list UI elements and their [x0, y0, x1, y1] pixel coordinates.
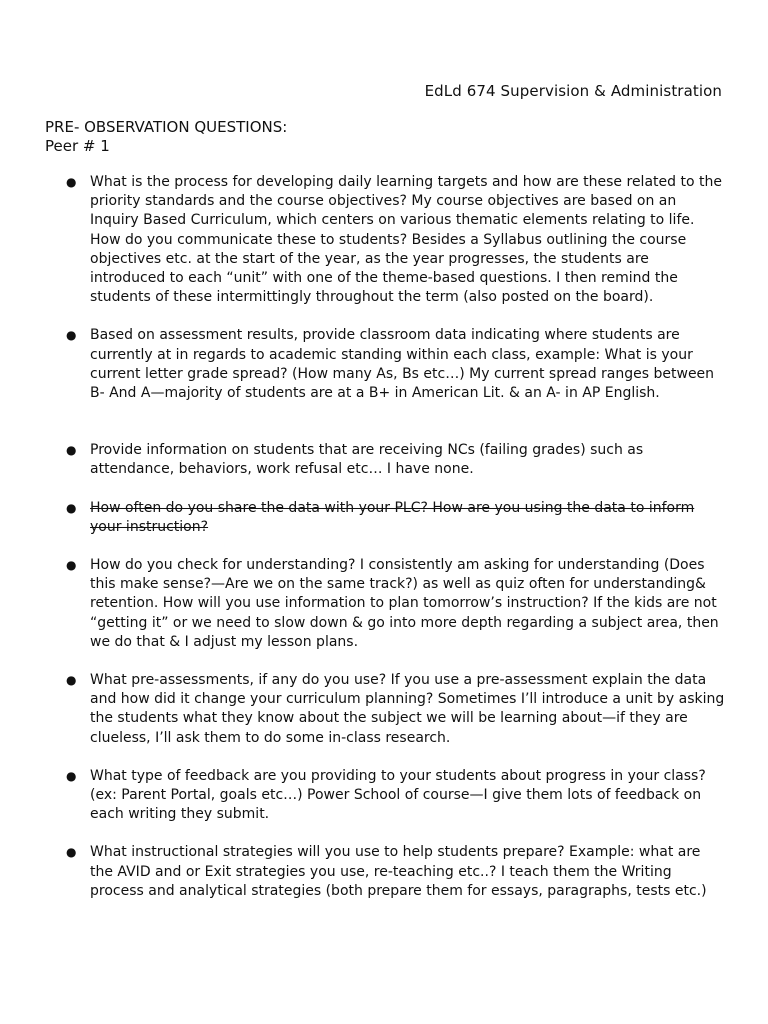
question-text: Based on assessment results, provide classroom data indicating where students are currently at in regards to academic standing within each class, example: What is your current letter grade spread? (How many As, Bs etc…) My current spread ranges between B- And A—majority of students are at a B+ in American Lit. & an A- in AP English. [90, 327, 715, 402]
question-text: How often do you share the data with your PLC? How are you using the data to inform your instruction? [90, 499, 695, 535]
question-text: What is the process for developing daily learning targets and how are these related to the priority standards and the course objectives? My course objectives are based on an Inquiry Based Curriculum, which centers on various thematic elements relating to life. How do you communicate these to students? Besides a Syllabus outlining the course objectives etc. at the start of the year, as the year progresses, the students are introduced to each “unit” with one of the theme-based questions. I then remind the students of these intermittingly throughout the term (also posted on the board). [90, 174, 722, 306]
document-title: PRE- OBSERVATION QUESTIONS: [45, 118, 288, 136]
peer-label: Peer # 1 [45, 137, 110, 155]
bullet-icon: ● [66, 558, 77, 573]
question-item [66, 326, 726, 403]
question-item [66, 767, 726, 825]
question-text: What pre-assessments, if any do you use? If you use a pre-assessment explain the data and how did it change your curriculum planning? Sometimes I’ll introduce a unit by asking the students what they know about the subject we will be learning about—if they are clueless, I’ll ask them to do some in-class research. [90, 672, 725, 746]
bullet-icon: ● [66, 328, 77, 343]
bullet-icon: ● [66, 175, 77, 189]
question-text: Provide information on students that are receiving NCs (failing grades) such as attendance, behaviors, work refusal etc… I have none. [90, 442, 644, 478]
question-list [66, 173, 726, 920]
question-item [66, 671, 726, 748]
bullet-icon: ● [66, 768, 77, 783]
question-item [66, 441, 726, 479]
question-text: What instructional strategies will you use to help students prepare? Example: what are the AVID and or Exit strategies you use, re-teaching etc..? I teach them the Writing process and analytical strategies (both prepare them for essays, paragraphs, tests etc.) [90, 844, 707, 899]
question-item [66, 843, 726, 901]
bullet-icon: ● [66, 845, 77, 860]
question-item [66, 173, 726, 307]
question-text: What type of feedback are you providing to your students about progress in your class? (ex: Parent Portal, goals etc…) Power School of course—I give them lots of feedback on each writing they submit. [90, 767, 706, 823]
bullet-icon: ● [66, 500, 77, 515]
bullet-icon: ● [66, 673, 77, 688]
course-header: EdLd 674 Supervision & Administration [424, 82, 722, 100]
question-text: How do you check for understanding? I consistently am asking for understanding (Does this make sense?—Are we on the same track?) as well as quiz often for understanding& retention. How will you use information to plan tomorrow’s instruction? If the kids are not “getting it” or we need to slow down & go into more depth regarding a subject area, then we do that & I adjust my lesson plans. [90, 557, 719, 650]
bullet-icon: ● [66, 443, 77, 458]
title-block [45, 118, 287, 156]
question-item-struck [66, 499, 726, 537]
question-item [66, 556, 726, 652]
